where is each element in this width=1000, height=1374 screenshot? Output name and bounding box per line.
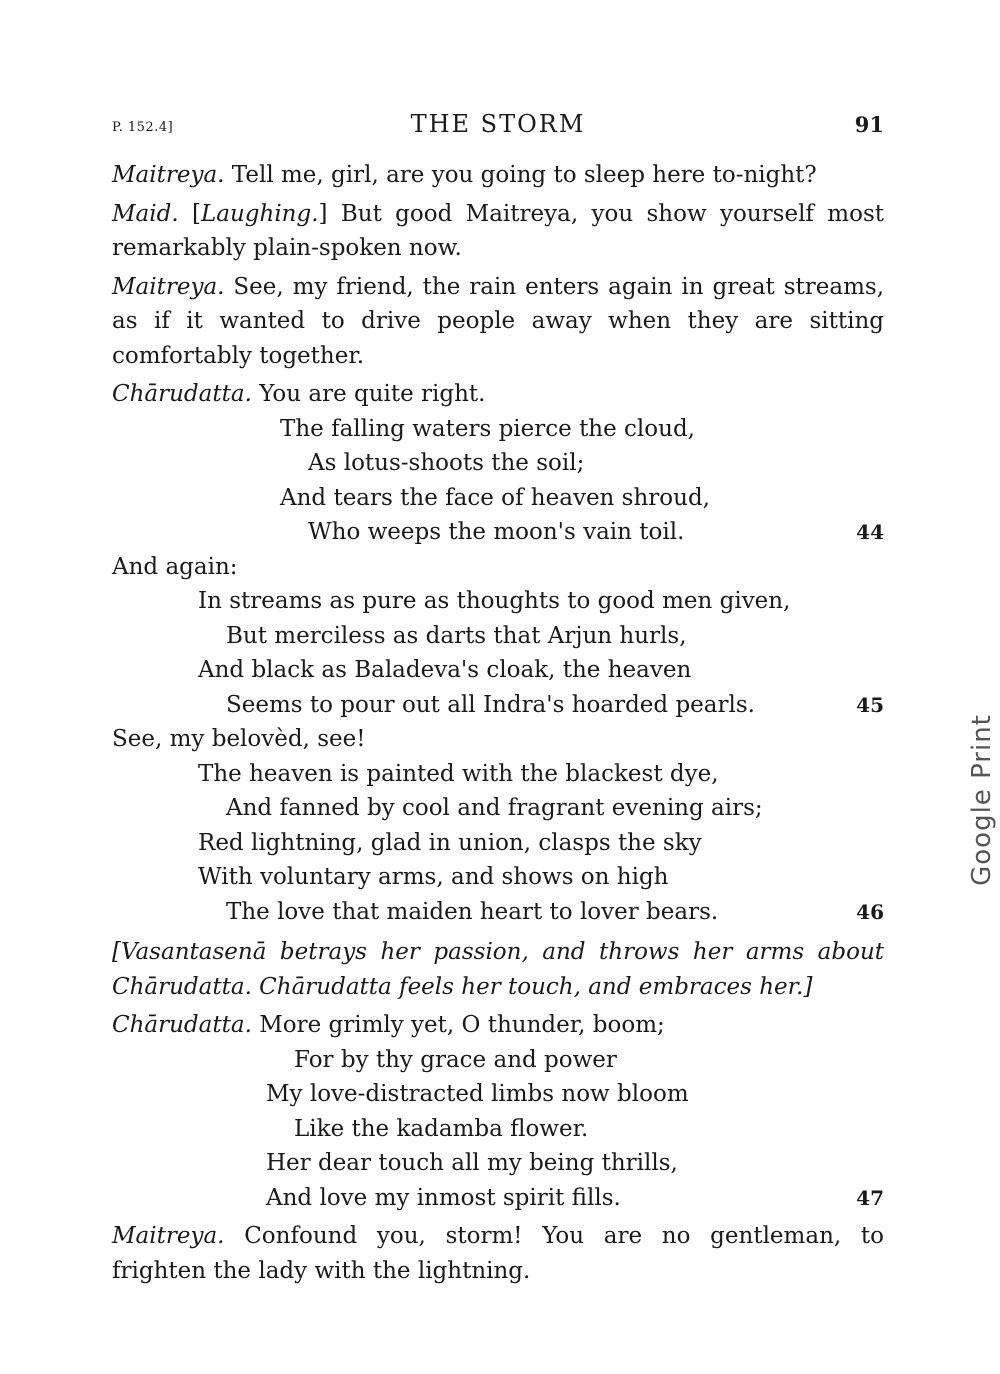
speaker-name: Maid. bbox=[112, 200, 179, 227]
verse-line: My love-distracted limbs now bloom bbox=[266, 1081, 689, 1107]
verse-text: Who weeps the moon's vain toil. bbox=[308, 519, 685, 545]
dialogue-paragraph bbox=[112, 1219, 884, 1288]
verse-line: For by thy grace and power bbox=[294, 1046, 617, 1073]
verse-number: 44 bbox=[856, 520, 884, 544]
running-header bbox=[112, 110, 884, 144]
verse-line bbox=[112, 1181, 884, 1216]
bracket-open: [ bbox=[178, 200, 201, 227]
verse-line: And tears the face of heaven shroud, bbox=[280, 484, 710, 511]
verse-line bbox=[112, 895, 884, 930]
speaker-name: Chārudatta. bbox=[112, 1012, 252, 1038]
watermark-text: Google Print bbox=[967, 714, 997, 886]
dialogue-paragraph bbox=[112, 197, 884, 266]
verse-line: With voluntary arms, and shows on high bbox=[198, 864, 669, 890]
dialogue-paragraph bbox=[112, 1008, 884, 1043]
dialogue-text: Tell me, girl, are you going to sleep here to-night? bbox=[224, 162, 817, 188]
verse-line: Her dear touch all my being thrills, bbox=[266, 1150, 678, 1176]
verse-45 bbox=[112, 584, 884, 722]
page-title: THE STORM bbox=[410, 110, 586, 138]
page-number: 91 bbox=[854, 112, 884, 137]
dialogue-paragraph bbox=[112, 158, 884, 193]
dialogue-text: ] But good Maitreya, you show yourself most remarkably plain-spoken now. bbox=[112, 200, 884, 261]
narration-line: And again: bbox=[112, 553, 238, 580]
verse-number: 46 bbox=[856, 899, 884, 924]
verse-line: Red lightning, glad in union, clasps the sky bbox=[198, 829, 702, 856]
header-reference: P. 152.4] bbox=[112, 120, 174, 135]
verse-text: The love that maiden heart to lover bears. bbox=[226, 898, 719, 925]
page-body bbox=[112, 158, 884, 1292]
verse-text: Seems to pour out all Indra's hoarded pearls. bbox=[226, 691, 755, 718]
verse-47 bbox=[112, 1043, 884, 1216]
stage-direction: Laughing. bbox=[200, 200, 319, 227]
verse-line: But merciless as darts that Arjun hurls, bbox=[226, 622, 687, 649]
dialogue-text: Confound you, storm! You are no gentleman, to frighten the lady with the lightning. bbox=[112, 1223, 884, 1284]
verse-number: 45 bbox=[856, 692, 884, 717]
verse-line: And black as Baladeva's cloak, the heaven bbox=[198, 657, 692, 683]
verse-46 bbox=[112, 757, 884, 930]
speaker-name: Chārudatta. bbox=[112, 381, 252, 407]
verse-line bbox=[112, 688, 884, 723]
verse-line: As lotus-shoots the soil; bbox=[308, 450, 585, 476]
speaker-name: Maitreya. bbox=[112, 162, 225, 188]
dialogue-text: More grimly yet, O thunder, boom; bbox=[251, 1012, 665, 1038]
speaker-name: Maitreya. bbox=[112, 1223, 225, 1249]
stage-direction-paragraph: [Vasantasenā betrays her passion, and throws her arms about Chārudatta. Chārudatta feels her touch, and embraces her.] bbox=[112, 939, 884, 1000]
dialogue-paragraph bbox=[112, 377, 884, 412]
verse-number: 47 bbox=[856, 1185, 884, 1210]
verse-line bbox=[112, 515, 884, 550]
verse-line: Like the kadamba flower. bbox=[294, 1115, 589, 1142]
verse-line: And fanned by cool and fragrant evening airs; bbox=[226, 795, 763, 821]
dialogue-paragraph bbox=[112, 270, 884, 374]
narration-line: See, my belovèd, see! bbox=[112, 726, 366, 752]
dialogue-text: You are quite right. bbox=[251, 381, 486, 407]
verse-line: In streams as pure as thoughts to good men given, bbox=[198, 588, 791, 614]
speaker-name: Maitreya. bbox=[112, 273, 225, 300]
verse-44 bbox=[112, 412, 884, 550]
verse-text: And love my inmost spirit fills. bbox=[266, 1184, 621, 1211]
verse-line: The falling waters pierce the cloud, bbox=[280, 415, 695, 442]
dialogue-text: See, my friend, the rain enters again in great streams, as if it wanted to drive people away when they are sitting comfortably together. bbox=[112, 273, 884, 369]
verse-line: The heaven is painted with the blackest dye, bbox=[198, 760, 719, 787]
google-print-watermark bbox=[962, 710, 1000, 890]
